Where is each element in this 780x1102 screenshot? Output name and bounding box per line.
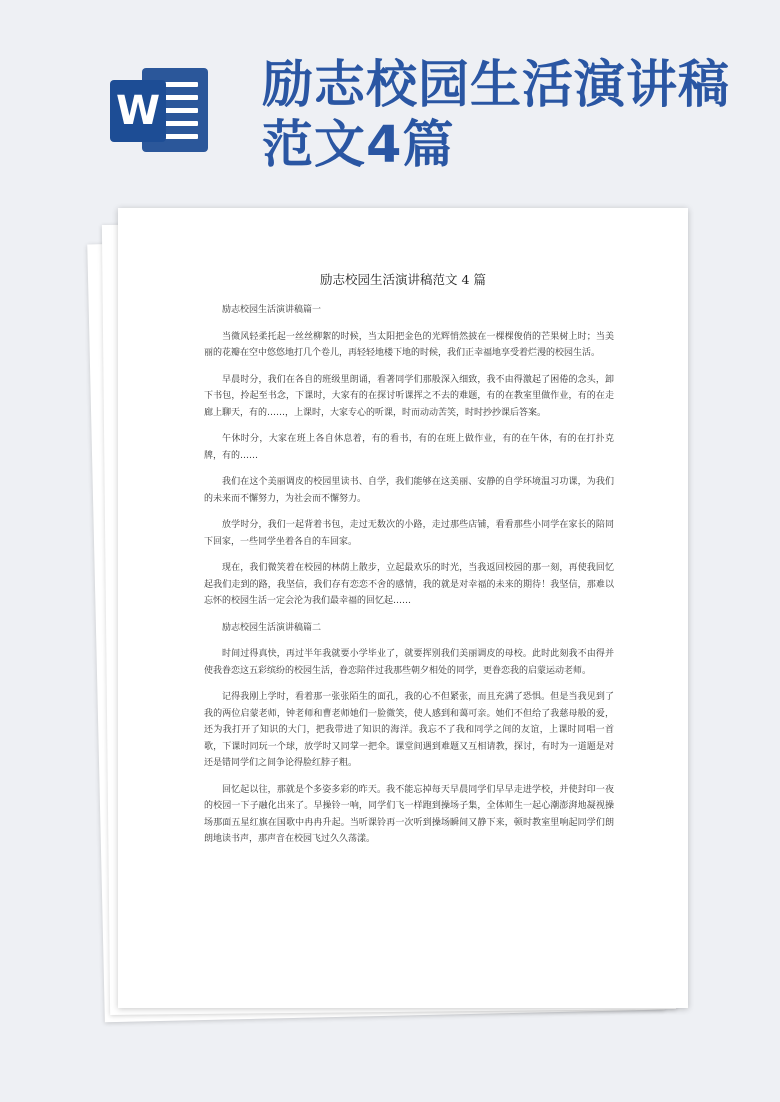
document-title: 励志校园生活演讲稿范文 4 篇 (320, 272, 486, 287)
cover-title: 励志校园生活演讲稿范文4篇 (262, 56, 731, 175)
document-body (204, 300, 614, 858)
section-heading: 励志校园生活演讲稿篇二 (222, 622, 322, 633)
paragraph: 时间过得真快，再过半年我就要小学毕业了，就要挥别我们美丽调皮的母校。此时此刻我不由得并使我眷恋这五彩缤纷的校园生活，眷恋陪伴过我那些朝夕相处的同学，更眷恋我的启蒙运动老师。 (204, 649, 614, 676)
paragraph: 回忆起以往，那就是个多姿多彩的昨天。我不能忘掉每天早晨同学们早早走进学校，并使封印一夜的校园一下子融化出来了。早操铃一响，同学们飞一样跑到操场子集，全体师生一起心潮澎湃地凝视操场那面五星红旗在国歌中冉冉升起。当听课铃再一次听到操场瞬间又静下来，顿时教室里响起同学们朗朗地读书声，那声音在校园飞过久久荡漾。 (204, 784, 614, 844)
paragraph: 我们在这个美丽调皮的校园里读书、自学，我们能够在这美丽、安静的自学环境温习功课，为我们的未来而不懈努力，为社会而不懈努力。 (204, 477, 614, 504)
paragraph: 现在，我们微笑着在校园的林荫上散步，立起最欢乐的时光，当我返回校园的那一刻，再使我回忆起我们走到的路，我坚信，我们存有恋恋不舍的感情，我的就是对幸福的未来的期待！我坚信，那难以忘怀的校园生活一定会沦为我们最幸福的回忆起…… (204, 563, 614, 606)
paragraph: 早晨时分，我们在各自的班级里朗诵，看著同学们那般深入细致，我不由得激起了困倦的念头，卸下书包，拎起至书念，下课时，大家有的在探讨听课挥之不去的难题，有的在教室里做作业，有的在走廊上聊天，有的……，上课时，大家专心的听课，时而动动苦笑，时时抄抄课后答案。 (204, 374, 614, 418)
word-logo-icon (110, 68, 208, 152)
word-letter-tile: W (110, 80, 166, 142)
paragraph: 记得我刚上学时，看着那一张张陌生的面孔，我的心不但紧张，而且充满了恐惧。但是当我见到了我的两位启蒙老师，钟老师和曹老师她们一脸微笑，使人感到和蔼可亲。她们不但给了我慈母般的爱，还为我打开了知识的大门，把我带进了知识的海洋。我忘不了我和同学之间的友谊，上课时同唱一首歌，下课时同玩一个球，放学时又同掌一把伞。课堂间遇到难题又互相请教，探讨，有时为一道题是对还是错同学们之间争论得脸红脖子粗。 (204, 692, 614, 768)
document-page (118, 208, 688, 1008)
paragraph: 午休时分，大家在班上各自休息着，有的看书，有的在班上做作业，有的在午休，有的在打扑克牌，有的…… (204, 434, 614, 461)
section-heading: 励志校园生活演讲稿篇一 (222, 305, 322, 315)
paragraph: 放学时分，我们一起背着书包，走过无数次的小路，走过那些店铺，看看那些小同学在家长的陪同下回家，一些同学坐着各自的车回家。 (204, 520, 614, 547)
paragraph: 当微风轻柔托起一丝丝柳絮的时候，当太阳把金色的光辉悄然披在一棵棵俊俏的芒果树上时；当美丽的花瓣在空中悠悠地打几个卷儿，再轻轻地楼下地的时候，我们正幸福地享受着烂漫的校园生活。 (204, 331, 614, 358)
